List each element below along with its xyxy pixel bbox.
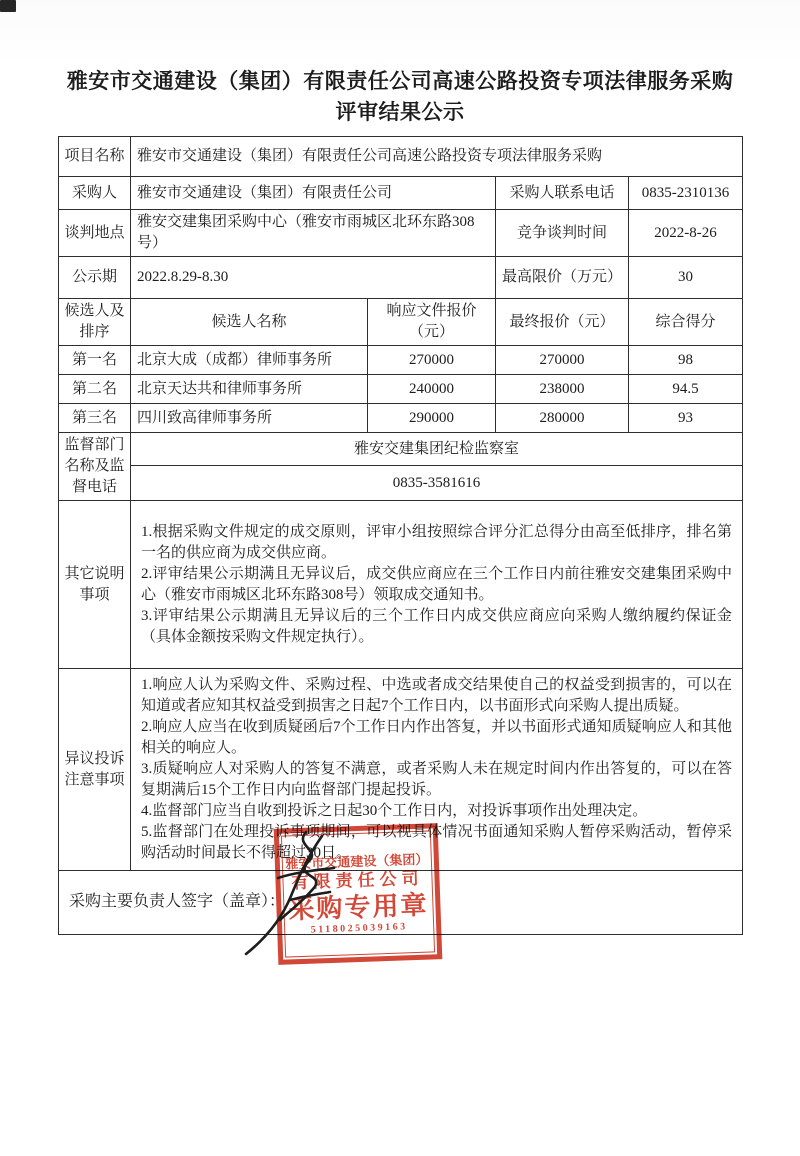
- other-note-item: 1.根据采购文件规定的成交原则，评审小组按照综合评分汇总得分由高至低排序，排名第一名的供应商为成交供应商。: [141, 523, 733, 561]
- purchaser-phone-value: 0835-2310136: [629, 177, 743, 210]
- candidate-name: 北京天达共和律师事务所: [131, 375, 368, 404]
- candidate-rank: 第二名: [59, 375, 131, 404]
- candidate-rank: 第一名: [59, 346, 131, 375]
- purchaser-phone-label: 采购人联系电话: [496, 177, 629, 210]
- objection-item: 5.监督部门在处理投诉事项期间，可以视具体情况书面通知采购人暂停采购活动，暂停采购活动时间最长不得超过30日。: [141, 824, 733, 861]
- candidate-bid-doc: 270000: [368, 346, 496, 375]
- signature-label: 采购主要负责人签字（盖章）：: [59, 871, 743, 935]
- seal-number: 5118025039163: [310, 920, 408, 936]
- seal-company-line2: 有限责任公司: [291, 868, 424, 892]
- row-other-notes: [59, 501, 743, 669]
- price-limit-label: 最高限价（万元）: [496, 257, 629, 299]
- col-header-final-bid: 最终报价（元）: [496, 299, 629, 346]
- price-limit-value: 30: [629, 257, 743, 299]
- project-label: 项目名称: [59, 137, 131, 177]
- row-candidates-header: [59, 299, 743, 346]
- negotiation-time-value: 2022-8-26: [629, 210, 743, 257]
- seal-company-line1: 雅安市交通建设（集团）: [285, 851, 429, 872]
- objection-item: 1.响应人认为采购文件、采购过程、中选或者成交结果使自己的权益受到损害的，可以在知道或者应知其权益受到损害之日起7个工作日内，以书面形式向采购人提出质疑。: [141, 677, 733, 714]
- candidate-final-bid: 280000: [496, 404, 629, 433]
- location-value: 雅安交建集团采购中心（雅安市雨城区北环东路308号）: [131, 210, 496, 257]
- other-note-item: 3.评审结果公示期满且无异议后的三个工作日内成交供应商应向采购人缴纳履约保证金（具体金额按采购文件规定执行）。: [141, 607, 733, 645]
- publicity-value: 2022.8.29-8.30: [131, 257, 496, 299]
- row-purchaser: [59, 177, 743, 210]
- candidate-score: 94.5: [629, 375, 743, 404]
- page-title: [0, 0, 800, 136]
- candidate-rank: 第三名: [59, 404, 131, 433]
- publicity-label: 公示期: [59, 257, 131, 299]
- other-note-item: 2.评审结果公示期满且无异议后，成交供应商应在三个工作日内前往雅安交建集团采购中心（雅安市雨城区北环东路308号）领取成交通知书。: [141, 565, 733, 603]
- other-notes-content: [131, 501, 743, 669]
- candidates-header-label: 候选人及排序: [59, 299, 131, 346]
- row-supervision-dept: [59, 433, 743, 466]
- negotiation-time-label: 竞争谈判时间: [496, 210, 629, 257]
- row-publicity: [59, 257, 743, 299]
- row-location: [59, 210, 743, 257]
- objection-item: 4.监督部门应当自收到投诉之日起30个工作日内，对投诉事项作出处理决定。: [141, 803, 648, 819]
- candidate-name: 北京大成（成都）律师事务所: [131, 346, 368, 375]
- candidate-bid-doc: 240000: [368, 375, 496, 404]
- objection-item: 3.质疑响应人对采购人的答复不满意，或者采购人未在规定时间内作出答复的，可以在答复期满后15个工作日内向监督部门提起投诉。: [141, 761, 733, 798]
- title-line-1: 雅安市交通建设（集团）有限责任公司高速公路投资专项法律服务采购: [66, 69, 734, 93]
- col-header-score: 综合得分: [629, 299, 743, 346]
- candidate-score: 93: [629, 404, 743, 433]
- col-header-bid-doc: 响应文件报价（元）: [368, 299, 496, 346]
- candidate-name: 四川致高律师事务所: [131, 404, 368, 433]
- candidate-final-bid: 238000: [496, 375, 629, 404]
- candidate-bid-doc: 290000: [368, 404, 496, 433]
- scan-artifact: [0, 0, 16, 12]
- candidate-row-3: [59, 404, 743, 433]
- project-value: 雅安市交通建设（集团）有限责任公司高速公路投资专项法律服务采购: [131, 137, 743, 177]
- title-line-2: 评审结果公示: [335, 100, 465, 124]
- result-table: [58, 136, 743, 935]
- candidate-row-2: [59, 375, 743, 404]
- objection-label: 异议投诉注意事项: [59, 669, 131, 871]
- supervision-phone: 0835-3581616: [131, 466, 743, 501]
- candidate-final-bid: 270000: [496, 346, 629, 375]
- seal-purpose-text: 采购专用章: [287, 890, 429, 924]
- row-project: [59, 137, 743, 177]
- location-label: 谈判地点: [59, 210, 131, 257]
- candidate-row-1: [59, 346, 743, 375]
- other-notes-label: 其它说明事项: [59, 501, 131, 669]
- purchaser-value: 雅安市交通建设（集团）有限责任公司: [131, 177, 496, 210]
- objection-item: 2.响应人应当在收到质疑函后7个工作日内作出答复，并以书面形式通知质疑响应人和其他相关的响应人。: [141, 719, 733, 756]
- candidate-score: 98: [629, 346, 743, 375]
- handwritten-signature: [238, 822, 358, 962]
- col-header-name: 候选人名称: [131, 299, 368, 346]
- supervision-department: 雅安交建集团纪检监察室: [131, 433, 743, 466]
- purchaser-label: 采购人: [59, 177, 131, 210]
- supervision-label: 监督部门名称及监督电话: [59, 433, 131, 501]
- row-supervision-phone: [59, 466, 743, 501]
